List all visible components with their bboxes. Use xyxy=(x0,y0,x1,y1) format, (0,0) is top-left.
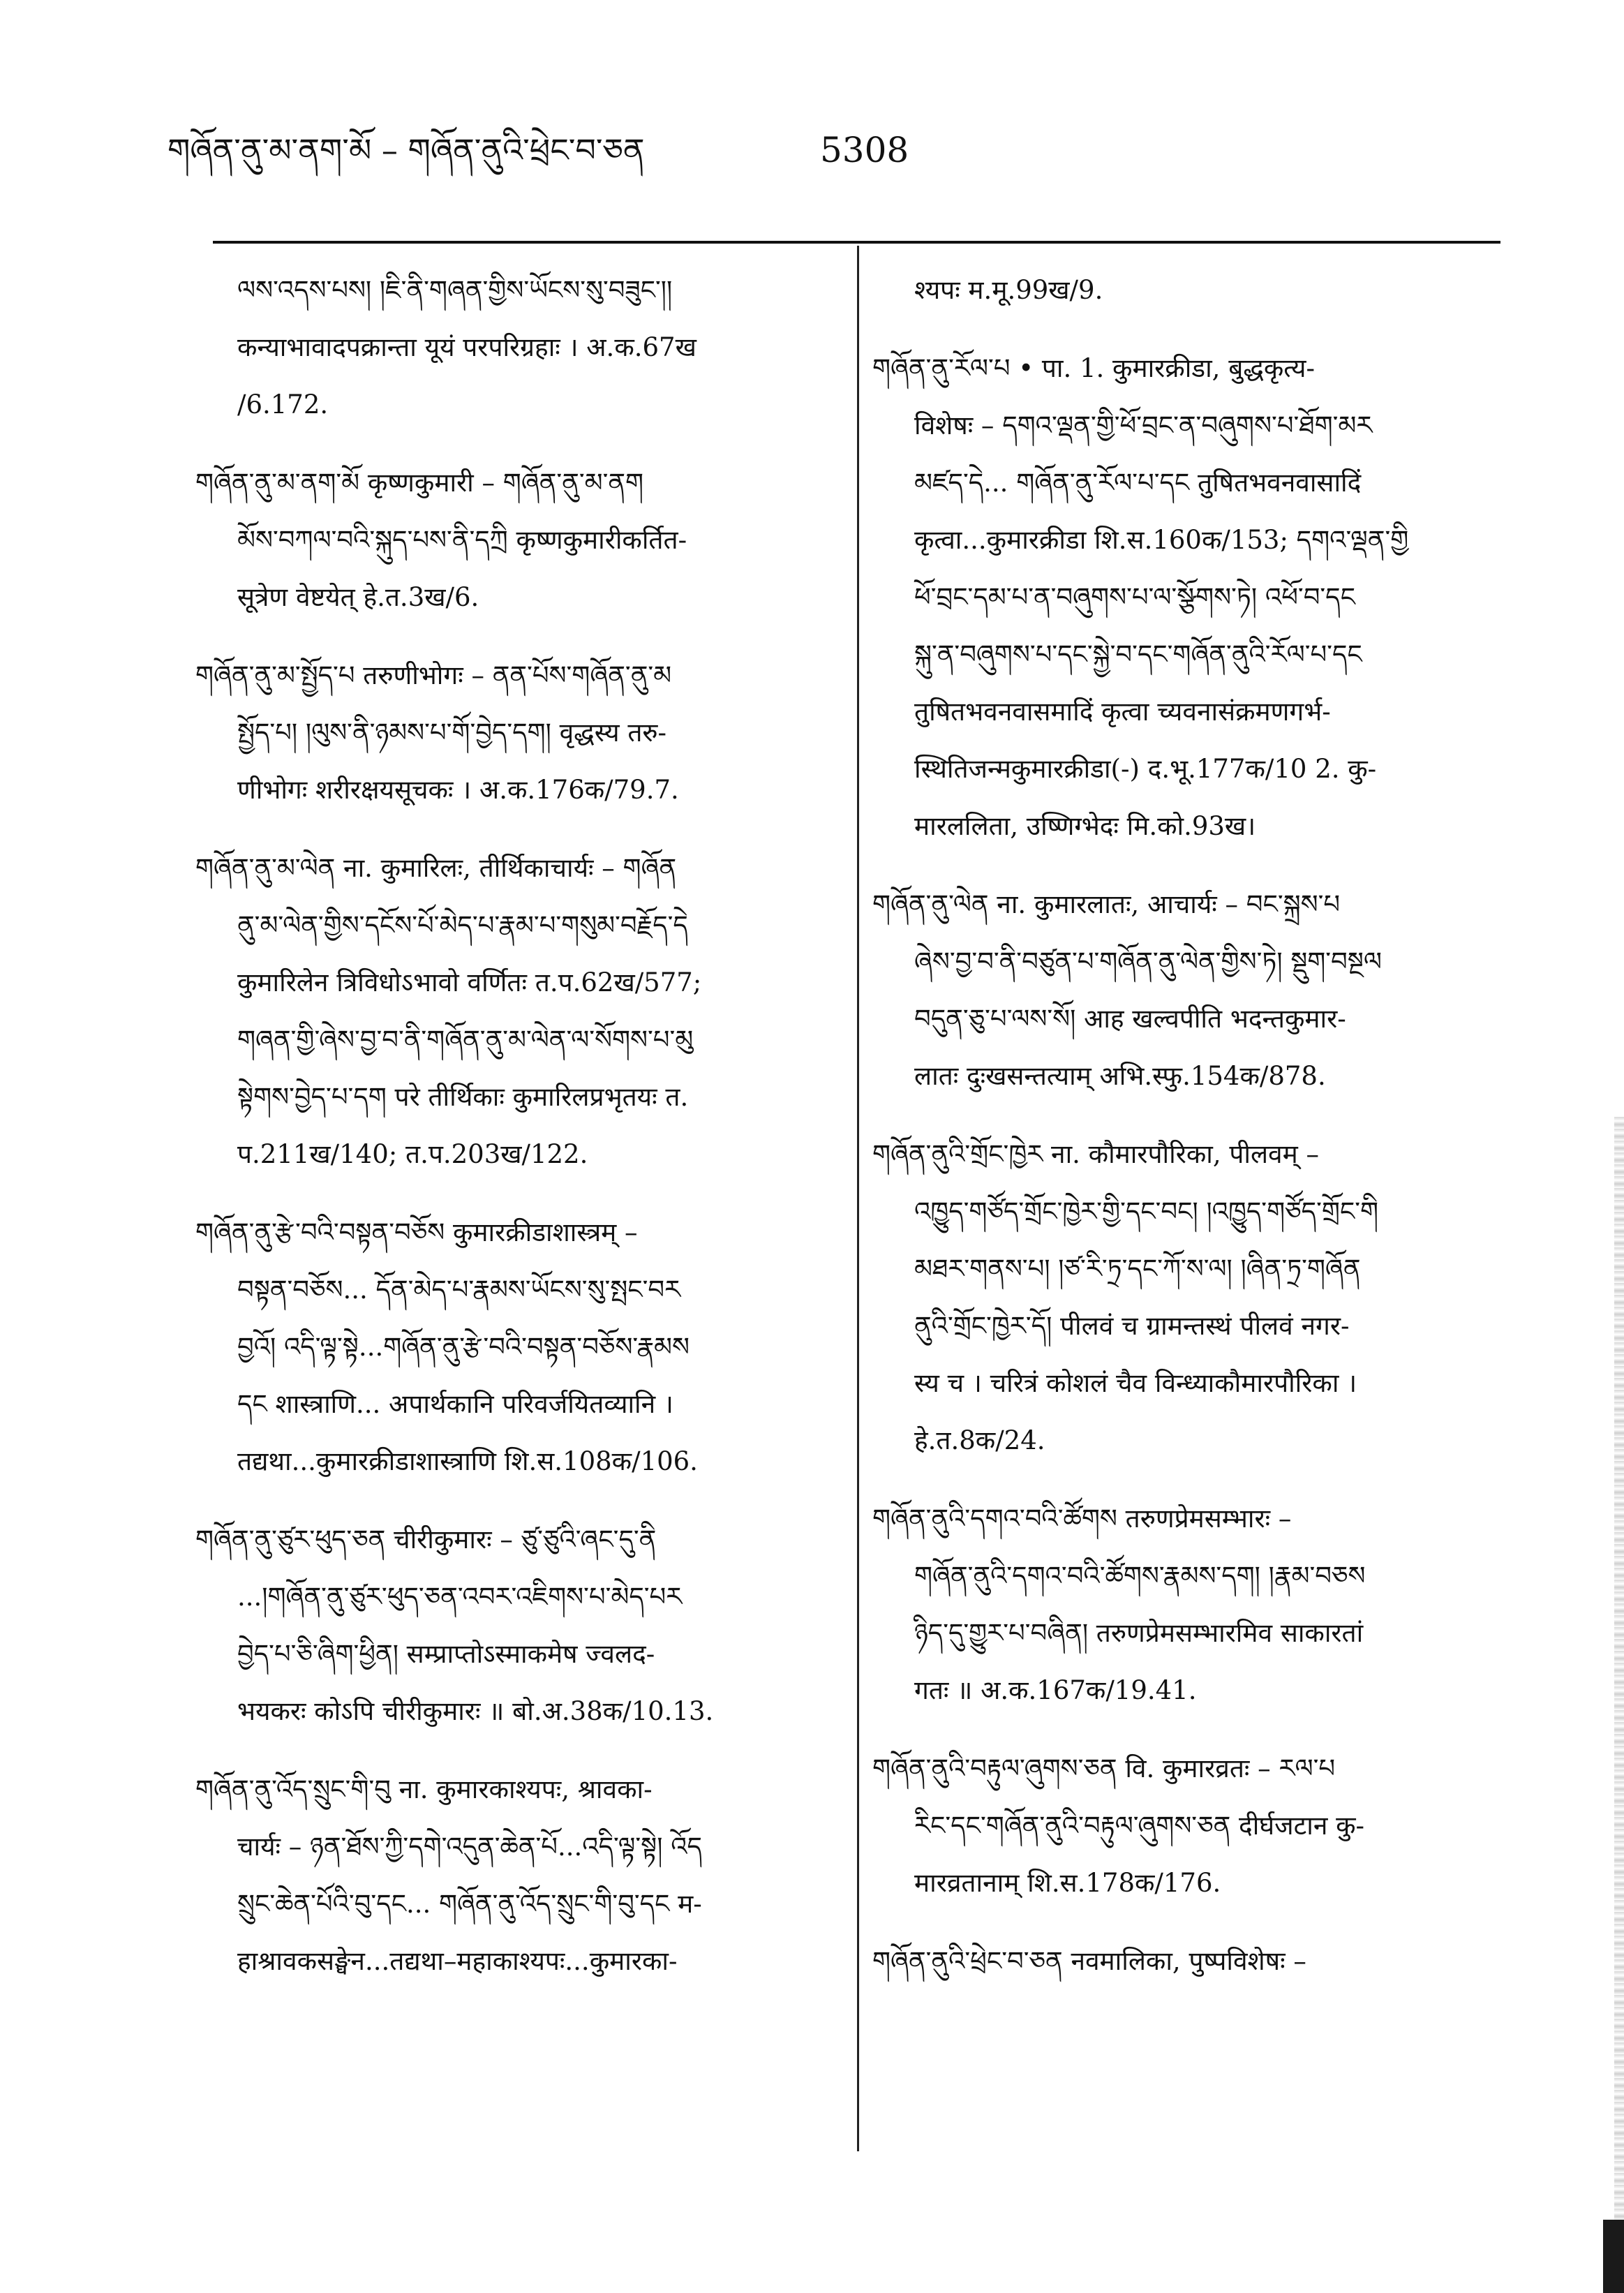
entry-headword-line: གཞོན་ནུའི་གྲོང་ཁྱེར ना. कौमारपौरिका, पीलवम् – xyxy=(872,1139,1319,1169)
entry-text-line: འཁྱུད་གཙོད་གྲོང་ཁྱེར་གྱི་དང་བང། །འཁྱུད་གཙོད་གྲོང་གི xyxy=(914,1196,1379,1226)
dictionary-entry xyxy=(872,1933,1504,1990)
entry-text-line: སྐུ་ན་བཞུགས་པ་དང་སྐྱེ་བ་དང་གཞོན་ནུའི་རོལ་པ་དང xyxy=(914,639,1362,669)
dictionary-entry xyxy=(872,262,1504,319)
entry-text-line: གཞན་གྱི་ཞེས་བྱ་བ་ནི་གཞོན་ནུ་མ་ལེན་ལ་སོགས་པ་མུ xyxy=(237,1025,694,1055)
dictionary-entry xyxy=(195,1204,837,1490)
entry-headword-line: གཞོན་ནུ་འོད་སྲུང་གི་བུ ना. कुमारकाश्यपः, श्रावका- xyxy=(195,1774,653,1804)
entry-text-line: དང शास्त्राणि... अपार्थकानि परिवर्जयितव्यानि । xyxy=(237,1389,673,1419)
entry-text-line: चार्यः – ཉན་ཐོས་ཀྱི་དགེ་འདུན་ཆེན་པོ...འདི་ལྟ་སྟེ། འོད xyxy=(237,1832,702,1862)
dictionary-entry xyxy=(195,840,837,1183)
header-entry-range: གཞོན་ནུ་མ་ནག་མོ – གཞོན་ནུའི་ཕྲེང་བ་ཅན xyxy=(167,131,645,169)
entry-text-line: གཞོན་ནུའི་དགའ་བའི་ཚོགས་རྣམས་དག། །རྣམ་བཅས xyxy=(914,1561,1366,1591)
entry-text-line: བྱེད་པ་ཅི་ཞིག་ཕྱིན། सम्प्राप्तोऽस्माकमेष ज्वलद- xyxy=(237,1639,655,1669)
entry-text-line: हाश्रावकसङ्घेन...तद्यथा–महाकाश्यपः...कुमारका- xyxy=(237,1946,678,1976)
entry-text-line: लातः दुःखसन्तत्याम् अभि.स्फु.154क/878. xyxy=(914,1061,1326,1091)
page-header xyxy=(167,129,1493,192)
entry-text-line: མཛད་དེ... གཞོན་ནུ་རོལ་པ་དང तुषितभवनवासादिं xyxy=(914,468,1362,498)
entry-headword-line: གཞོན་ནུ་མ་ལེན ना. कुमारिलः, तीर्थिकाचार्यः – གཞོན xyxy=(195,853,677,883)
entry-text-line: विशेषः – དགའ་ལྡན་གྱི་ཕོ་བྲང་ན་བཞུགས་པ་ཐོག་མར xyxy=(914,410,1373,440)
entry-text-line: ཞེས་བྱ་བ་ནི་བཙུན་པ་གཞོན་ནུ་ལེན་གྱིས་ཏེ། སྡུག་བསྔལ xyxy=(914,947,1382,977)
entry-headword-line: གཞོན་ནུ་ལེན ना. कुमारलातः, आचार्यः – བང་སྐྲས་པ xyxy=(872,889,1341,919)
entry-text-line: प.211ख/140; त.प.203ख/122. xyxy=(237,1139,588,1169)
entry-text-line: རིང་དང་གཞོན་ནུའི་བརྟུལ་ཞུགས་ཅན दीर्घजटान कु- xyxy=(914,1811,1365,1841)
entry-headword-line: གཞོན་ནུ་མ་ནག་མོ कृष्णकुमारी – གཞོན་ནུ་མ་ནག xyxy=(195,468,644,498)
dictionary-entry xyxy=(872,1740,1504,1912)
dictionary-entry xyxy=(872,1490,1504,1719)
entry-text-line: ནུ་མ་ལེན་གྱིས་དངོས་པོ་མེད་པ་རྣམ་པ་གསུམ་བརྗོད་དེ xyxy=(237,910,688,940)
entry-text-line: མཐར་གནས་པ། །ཙ་རི་ཏྲ་དང་ཀོ་ས་ལ། །ཞིན་ཏྲ་གཞོན xyxy=(914,1254,1361,1284)
dictionary-entry xyxy=(872,1126,1504,1469)
entry-text-line: स्य च । चरित्रं कोशलं चैव विन्ध्याकौमारपौरिका । xyxy=(914,1368,1357,1398)
entry-text-line: /6.172. xyxy=(237,389,329,420)
entry-text-line: སྟེགས་བྱེད་པ་དག परे तीर्थिकाः कुमारिलप्रभृतयः त. xyxy=(237,1082,689,1112)
entry-headword-line: གཞོན་ནུ་ཙུར་ཕུད་ཅན चीरीकुमारः – ཙུ་ཙུའི་ཞང་དུ་ནི xyxy=(195,1524,657,1554)
entry-headword-line: श्यपः म.मू.99ख/9. xyxy=(914,275,1103,305)
entry-text-line: तुषितभवनवासमादिं कृत्वा च्यवनासंक्रमणगर्भ- xyxy=(914,697,1331,727)
entry-headword-line: གཞོན་ནུ་རྩེ་བའི་བསྟན་བཅོས कुमारक्रीडाशास्त्रम् – xyxy=(195,1217,638,1247)
entry-text-line: བདུན་ཅུ་པ་ལས་སོ། आह खल्वपीति भदन्तकुमार- xyxy=(914,1004,1346,1034)
dictionary-entry xyxy=(195,647,837,819)
entry-headword-line: གཞོན་ནུ་རོལ་པ • पा. 1. कुमारक्रीडा, बुद्धकृत्य- xyxy=(872,353,1315,383)
entry-text-line: ...།གཞོན་ནུ་ཙུར་ཕུད་ཅན་འབར་འཇིགས་པ་མེད་པར xyxy=(237,1582,683,1612)
entry-text-line: हे.त.8क/24. xyxy=(914,1425,1045,1455)
entry-text-line: मारललिता, उष्णिग्भेदः मि.को.93ख। xyxy=(914,811,1256,841)
left-column xyxy=(195,262,837,2011)
entry-text-line: कुमारिलेन त्रिविधोऽभावो वर्णितः त.प.62ख/577; xyxy=(237,967,702,997)
entry-text-line: कृत्वा...कुमारक्रीडा शि.स.160क/153; དགའ་ལྡན་གྱི xyxy=(914,525,1409,555)
entry-text-line: भयकरः कोऽपि चीरीकुमारः ॥ बो.अ.38क/10.13. xyxy=(237,1696,714,1726)
entry-text-line: མོས་བཀལ་བའི་སྐུད་པས་ནི་དཀྲི कृष्णकुमारीकर्तित- xyxy=(237,525,687,555)
entry-text-line: मारव्रतानाम् शि.स.178क/176. xyxy=(914,1868,1221,1898)
entry-text-line: ནུའི་གྲོང་ཁྱེར་དོ། पीलवं च ग्रामन्तस्थं पीलवं नगर- xyxy=(914,1311,1350,1341)
entry-text-line: कन्याभावादपक्रान्ता यूयं परपरिग्रहाः । अ.क.67ख xyxy=(237,332,696,362)
entry-text-line: स्थितिजन्मकुमारक्रीडा(-) द.भू.177क/10 2. कु- xyxy=(914,754,1377,784)
entry-headword-line: གཞོན་ནུའི་བརྟུལ་ཞུགས་ཅན वि. कुमारव्रतः – རལ་པ xyxy=(872,1753,1336,1783)
entry-text-line: བསྟན་བཅོས... དོན་མེད་པ་རྣམས་ཡོངས་སུ་སྤང་བར xyxy=(237,1275,681,1305)
dictionary-entry xyxy=(872,876,1504,1105)
entry-text-line: ཉིད་དུ་གྱུར་པ་བཞིན། तरुणप्रेमसम्भारमिव साकारतां xyxy=(914,1618,1364,1648)
entry-text-line: सूत्रेण वेष्टयेत् हे.त.3ख/6. xyxy=(237,582,479,612)
entry-headword-line: གཞོན་ནུ་མ་སྤྱོད་པ तरुणीभोगः – ནན་པོས་གཞོན་ནུ་མ xyxy=(195,660,672,690)
page-number: 5308 xyxy=(820,130,909,170)
entry-text-line: བྱའོ། འདི་ལྟ་སྟེ...གཞོན་ནུ་རྩེ་བའི་བསྟན་བཅོས་རྣམས xyxy=(237,1332,690,1362)
entry-headword-line: གཞོན་ནུའི་ཕྲེང་བ་ཅན नवमालिका, पुष्पविशेषः – xyxy=(872,1946,1306,1976)
entry-headword-line: གཞོན་ནུའི་དགའ་བའི་ཚོགས तरुणप्रेमसम्भारः – xyxy=(872,1504,1292,1534)
dictionary-entry xyxy=(195,1761,837,1990)
entry-text-line: तद्यथा...कुमारक्रीडाशास्त्राणि शि.स.108क/106. xyxy=(237,1446,698,1476)
entry-text-line: गतः ॥ अ.क.167क/19.41. xyxy=(914,1675,1197,1705)
entry-text-line: སྲུང་ཆེན་པོའི་བུ་དང... གཞོན་ནུ་འོད་སྲུང་གི་བུ་དང म- xyxy=(237,1889,702,1919)
column-divider xyxy=(857,246,859,2151)
dictionary-entry xyxy=(195,454,837,626)
entry-text-line: णीभोगः शरीरक्षयसूचकः । अ.क.176क/79.7. xyxy=(237,775,679,805)
page-edge-corner xyxy=(1603,2220,1624,2293)
entry-headword-line: ལས་འདས་པས། །ཇི་ནི་གཞན་གྱིས་ཡོངས་སུ་བཟུང་།། xyxy=(237,275,673,305)
dictionary-entry xyxy=(195,262,837,433)
page-edge-shadow xyxy=(1614,1117,1624,2293)
right-column xyxy=(872,262,1504,2011)
dictionary-entry xyxy=(872,340,1504,855)
dictionary-entry xyxy=(195,1511,837,1740)
entry-text-line: ཕོ་བྲང་དམ་པ་ན་བཞུགས་པ་ལ་སྩོགས་ཏེ། འཕོ་བ་དང xyxy=(914,582,1355,612)
header-rule xyxy=(213,241,1500,244)
entry-text-line: སྤྱོད་པ། །ལུས་ནི་ཉམས་པ་གོ་བྱེད་དག། वृद्धस्य तरु- xyxy=(237,718,667,748)
